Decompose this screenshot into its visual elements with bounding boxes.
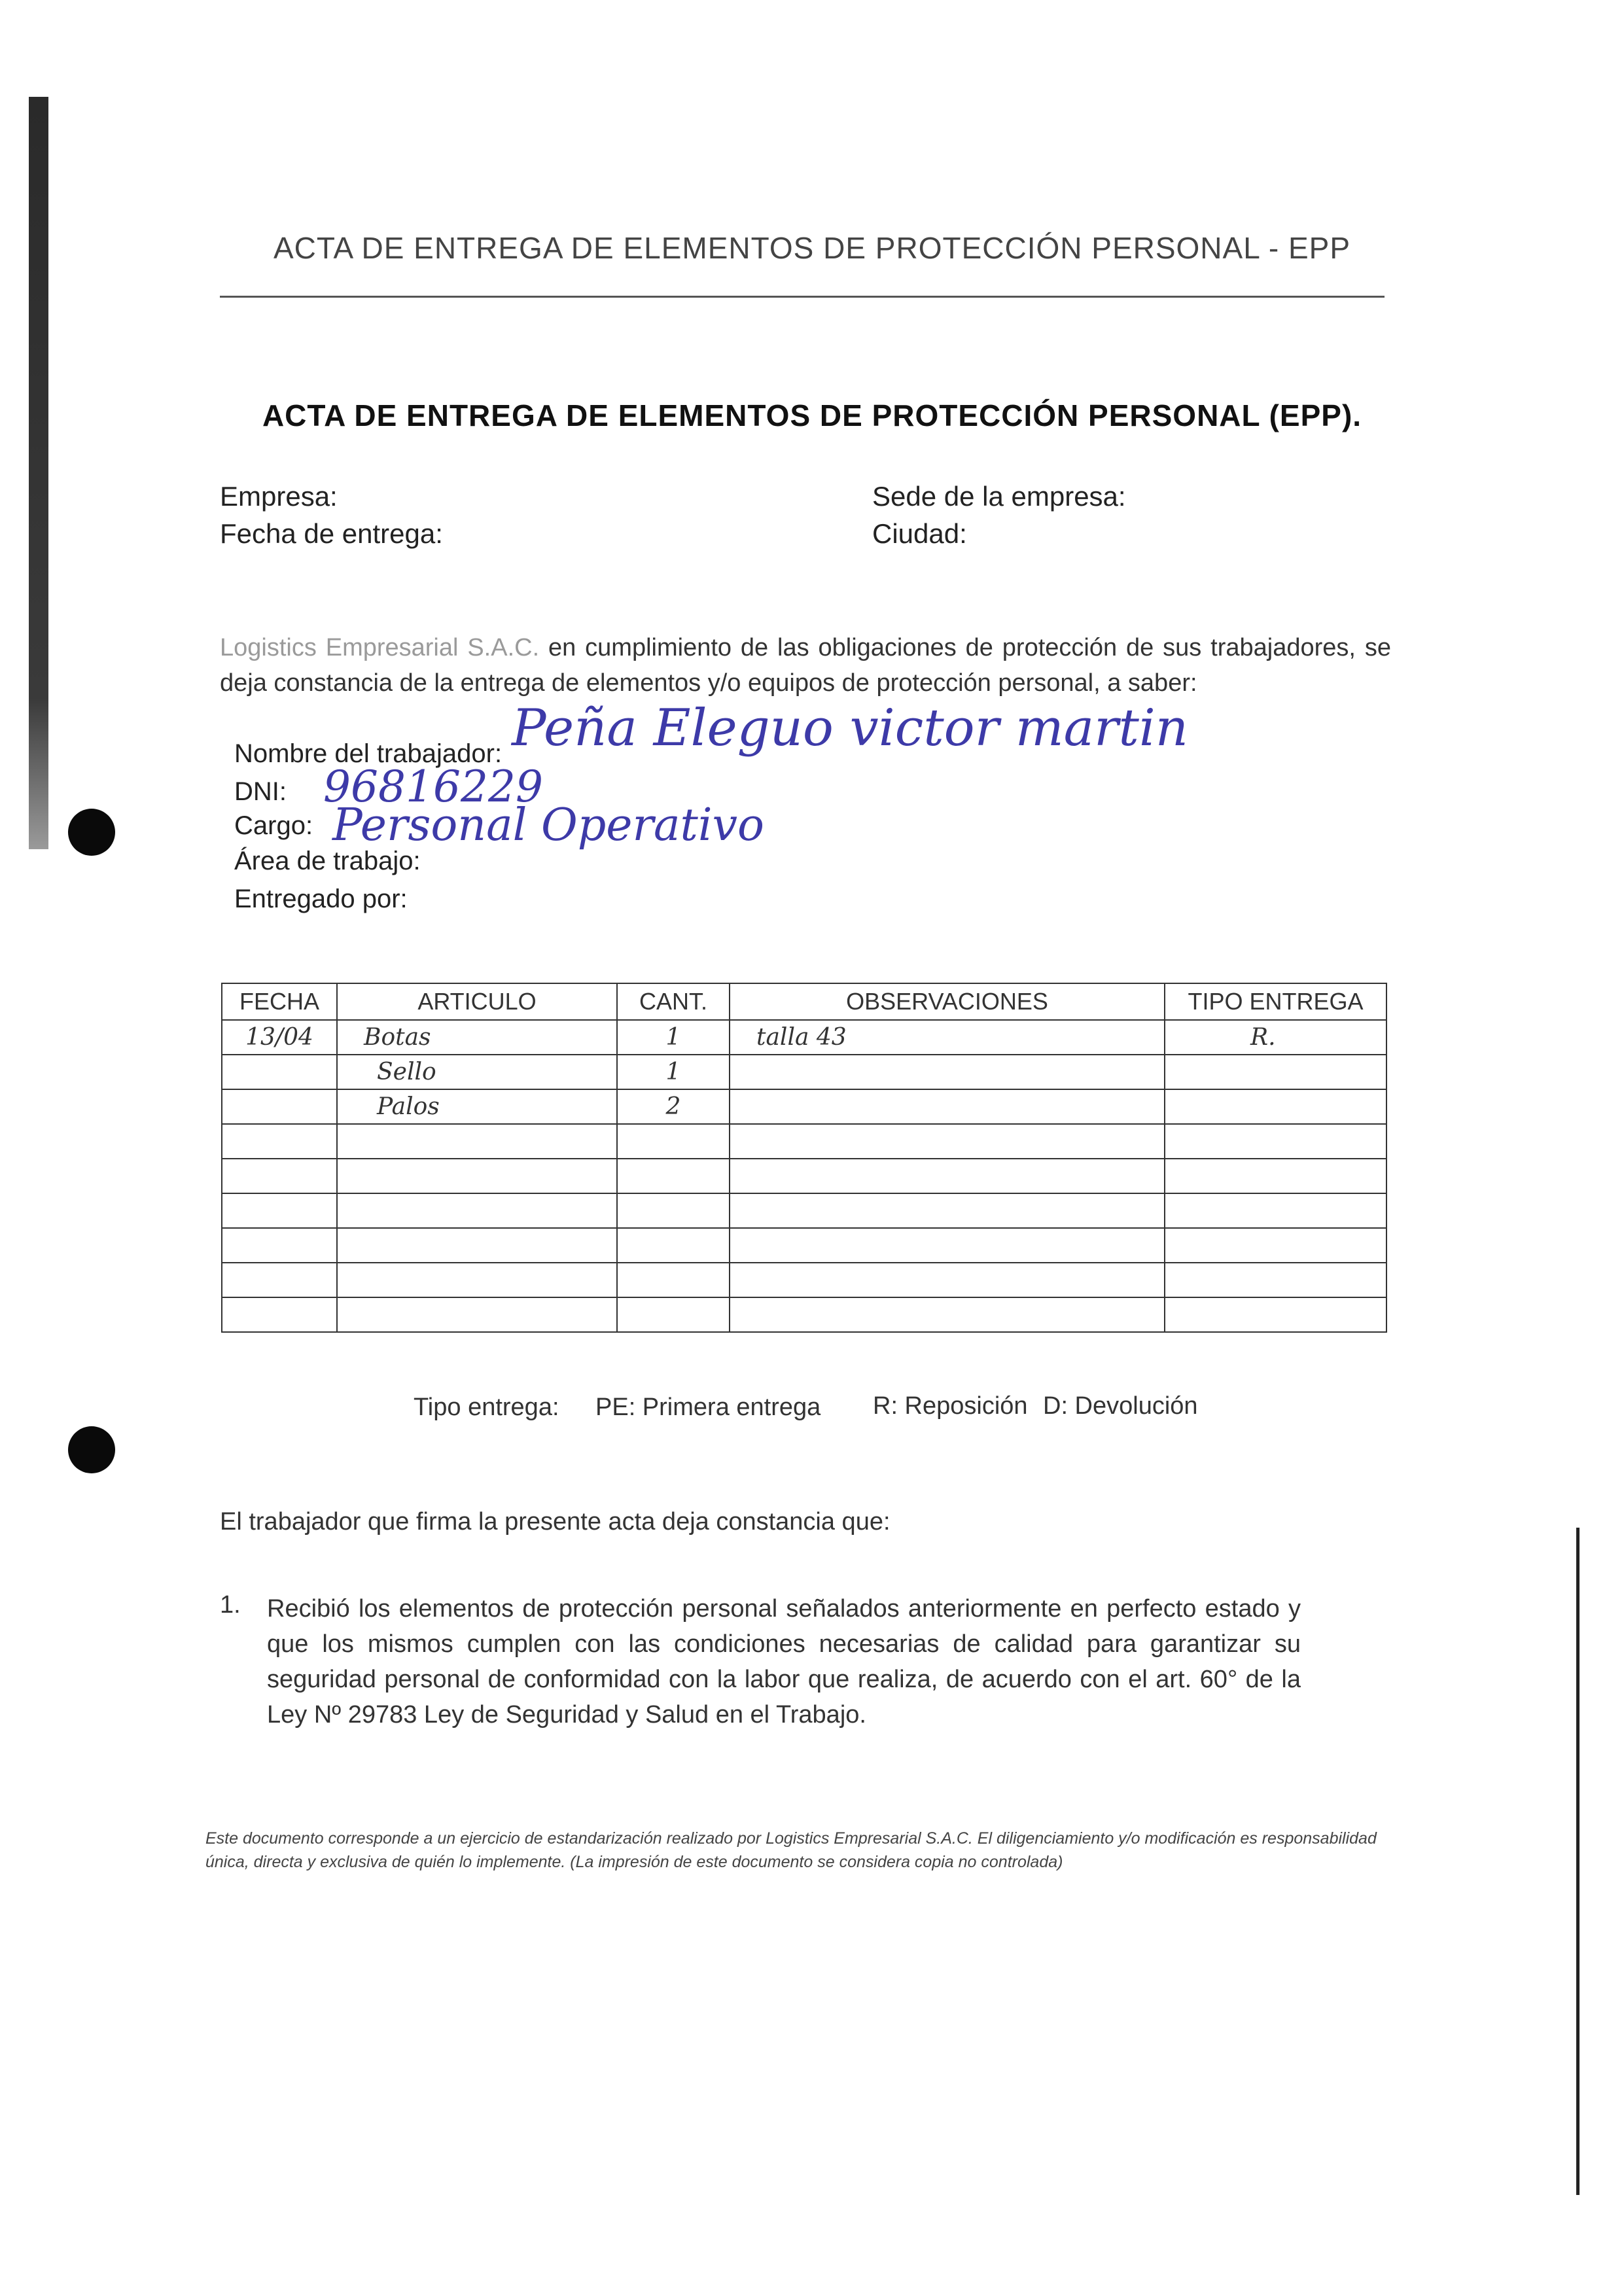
cell-tipo-entrega: R. <box>1165 1020 1386 1055</box>
cell-observaciones <box>730 1159 1165 1193</box>
legend-d: D: Devolución <box>1043 1392 1198 1420</box>
cargo-value: Personal Operativo <box>332 799 764 851</box>
company-name: Logistics Empresarial S.A.C. <box>220 634 540 661</box>
cell-fecha <box>222 1193 337 1228</box>
cell-articulo <box>337 1124 617 1159</box>
ciudad-label: Ciudad: <box>872 518 967 549</box>
cell-observaciones <box>730 1228 1165 1263</box>
epp-table <box>221 983 1387 1333</box>
header-title: ACTA DE ENTREGA DE ELEMENTOS DE PROTECCIÓN PERSONAL - EPP <box>273 231 1351 265</box>
cell-articulo: Palos <box>337 1089 617 1124</box>
table-row <box>222 1020 1386 1055</box>
entregado-label: Entregado por: <box>234 885 408 913</box>
cell-tipo-entrega <box>1165 1159 1386 1193</box>
nombre-value: Peña Eleguo victor martin <box>512 699 1188 758</box>
cell-cant <box>617 1159 730 1193</box>
cell-observaciones <box>730 1089 1165 1124</box>
col-tipo-entrega: TIPO ENTREGA <box>1165 983 1386 1020</box>
col-cant: CANT. <box>617 983 730 1020</box>
cell-tipo-entrega <box>1165 1228 1386 1263</box>
cell-observaciones <box>730 1055 1165 1089</box>
intro-text: en cumplimiento de las obligaciones de protección de sus trabajadores, se deja constancia de la entrega de elementos y/o equipos de protección personal, a saber: <box>220 634 1391 697</box>
scan-edge-line <box>1576 1528 1580 2195</box>
table-row <box>222 1297 1386 1332</box>
cell-cant <box>617 1297 730 1332</box>
fecha-entrega-label: Fecha de entrega: <box>220 518 443 549</box>
cell-cant <box>617 1193 730 1228</box>
cell-cant <box>617 1228 730 1263</box>
statement-text: El trabajador que firma la presente acta deja constancia que: <box>220 1508 891 1536</box>
cargo-label: Cargo: <box>234 811 313 840</box>
cell-articulo <box>337 1159 617 1193</box>
header-divider <box>220 296 1385 298</box>
col-articulo: ARTICULO <box>337 983 617 1020</box>
cell-cant: 1 <box>617 1020 730 1055</box>
legend-label: Tipo entrega: <box>414 1394 559 1421</box>
table-header-row <box>222 983 1386 1020</box>
item-number: 1. <box>220 1591 241 1619</box>
cell-articulo: Sello <box>337 1055 617 1089</box>
cell-articulo <box>337 1193 617 1228</box>
table-row <box>222 1159 1386 1193</box>
cell-tipo-entrega <box>1165 1124 1386 1159</box>
cell-fecha <box>222 1297 337 1332</box>
table-row <box>222 1263 1386 1297</box>
cell-cant: 2 <box>617 1089 730 1124</box>
cell-cant: 1 <box>617 1055 730 1089</box>
cell-tipo-entrega <box>1165 1297 1386 1332</box>
table-row <box>222 1124 1386 1159</box>
cell-tipo-entrega <box>1165 1055 1386 1089</box>
cell-cant <box>617 1263 730 1297</box>
cell-fecha <box>222 1263 337 1297</box>
cell-observaciones: talla 43 <box>730 1020 1165 1055</box>
cell-fecha <box>222 1159 337 1193</box>
cell-fecha <box>222 1089 337 1124</box>
cell-articulo <box>337 1228 617 1263</box>
cell-fecha <box>222 1228 337 1263</box>
cell-observaciones <box>730 1124 1165 1159</box>
intro-paragraph <box>220 630 1391 701</box>
document-title: ACTA DE ENTREGA DE ELEMENTOS DE PROTECCIÓN PERSONAL (EPP). <box>262 398 1362 432</box>
cell-articulo <box>337 1297 617 1332</box>
col-observaciones: OBSERVACIONES <box>730 983 1165 1020</box>
cell-cant <box>617 1124 730 1159</box>
cell-tipo-entrega <box>1165 1193 1386 1228</box>
item-text: Recibió los elementos de protección personal señalados anteriormente en perfecto estado y que los mismos cumplen con las condiciones necesarias de calidad para garantizar su seguridad personal de conformidad con la labor que realiza, de acuerdo con el art. 60° de la Ley Nº 29783 Ley de Seguridad y Salud en el Trabajo. <box>267 1595 1301 1729</box>
table-row <box>222 1193 1386 1228</box>
dni-label: DNI: <box>234 777 287 806</box>
table-row <box>222 1055 1386 1089</box>
cell-articulo: Botas <box>337 1020 617 1055</box>
cell-fecha: 13/04 <box>222 1020 337 1055</box>
scan-edge-bar <box>29 97 48 849</box>
nombre-label: Nombre del trabajador: <box>234 739 503 768</box>
legend-r: R: Reposición <box>873 1392 1028 1420</box>
legend-pe: PE: Primera entrega <box>595 1394 821 1421</box>
cell-tipo-entrega <box>1165 1089 1386 1124</box>
footer-disclaimer: Este documento corresponde a un ejercicio de estandarización realizado por Logistics Empresarial S.A.C. El diligenciamiento y/o modificación es responsabilidad única, directa y exclusiva de quién lo implemente. (La impresión de este documento se considera copia no controlada) <box>205 1829 1377 1871</box>
empresa-label: Empresa: <box>220 481 338 512</box>
punch-hole-top <box>68 809 115 856</box>
table-row <box>222 1228 1386 1263</box>
sede-label: Sede de la empresa: <box>872 481 1126 512</box>
dni-value: 96816229 <box>323 762 543 812</box>
area-label: Área de trabajo: <box>234 847 421 875</box>
cell-observaciones <box>730 1193 1165 1228</box>
cell-fecha <box>222 1124 337 1159</box>
cell-tipo-entrega <box>1165 1263 1386 1297</box>
cell-fecha <box>222 1055 337 1089</box>
col-fecha: FECHA <box>222 983 337 1020</box>
cell-articulo <box>337 1263 617 1297</box>
punch-hole-bottom <box>68 1426 115 1473</box>
cell-observaciones <box>730 1297 1165 1332</box>
cell-observaciones <box>730 1263 1165 1297</box>
table-row <box>222 1089 1386 1124</box>
